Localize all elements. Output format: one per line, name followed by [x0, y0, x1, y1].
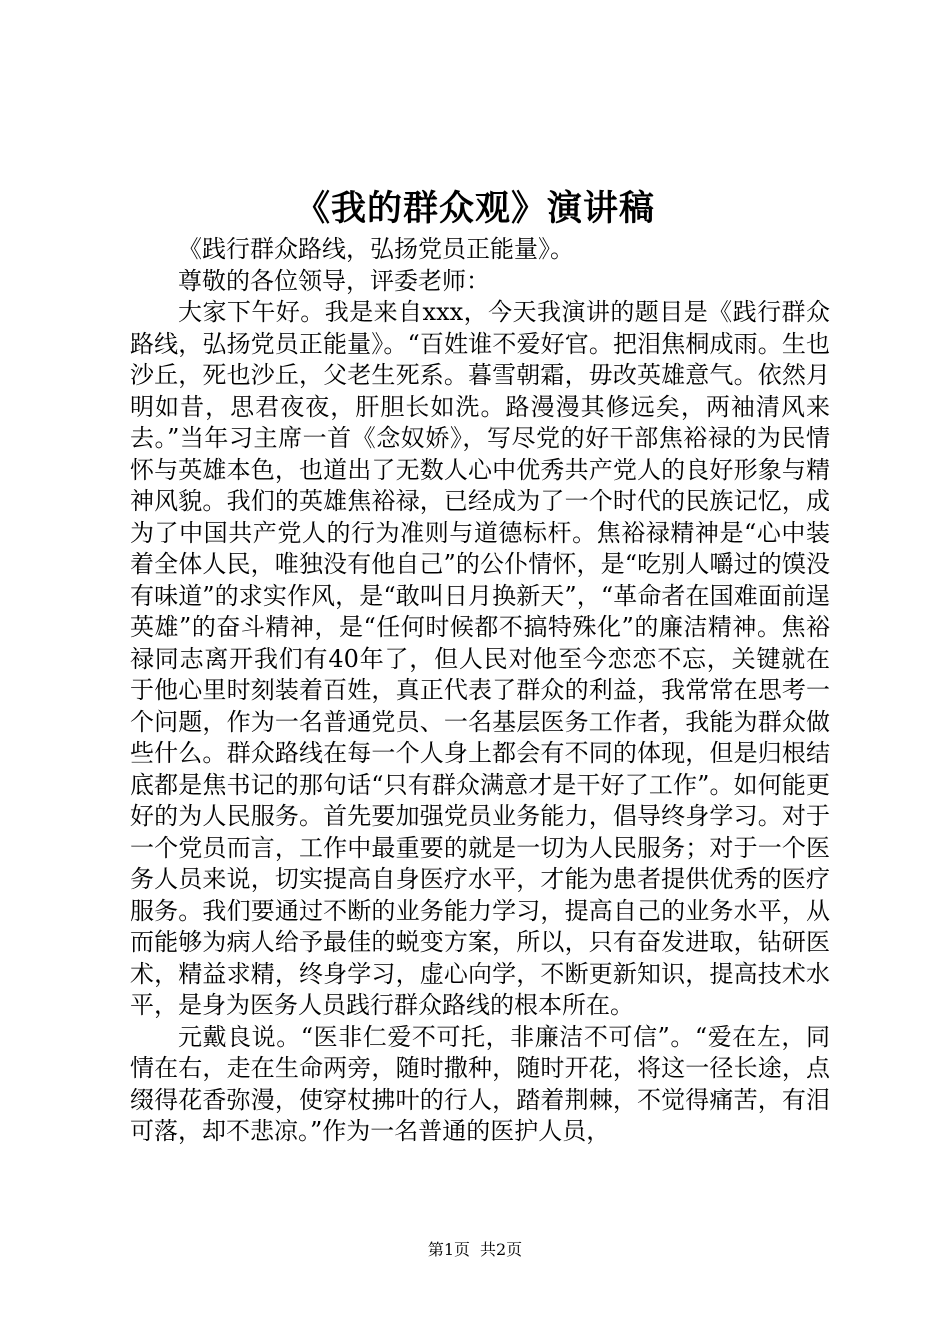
document-title: 《我的群众观》演讲稿 [294, 188, 655, 229]
body-paragraph: 元戴良说。“医非仁爱不可托，非廉洁不可信”。“爱在左，同情在右，走在生命两旁，随时撒种，随时开花，将这一径长途，点缀得花香弥漫，使穿杖拂叶的行人，踏着荆棘，不觉得痛苦，有泪可落，却不悲凉。”作为一名普通的医护人员， [130, 1022, 830, 1145]
body-paragraph: 大家下午好。我是来自xxx，今天我演讲的题目是《践行群众路线，弘扬党员正能量》。“百姓谁不爱好官。把泪焦桐成雨。生也沙丘，死也沙丘，父老生死系。暮雪朝霜，毋改英雄意气。依然月明如昔，思君夜夜，肝胆长如洗。路漫漫其修远矣，两袖清风来去。”当年习主席一首《念奴娇》，写尽党的好干部焦裕禄的为民情怀与英雄本色，也道出了无数人心中优秀共产党人的良好形象与精神风貌。我们的英雄焦裕禄，已经成为了一个时代的民族记忆，成为了中国共产党人的行为准则与道德标杆。焦裕禄精神是“心中装着全体人民，唯独没有他自己”的公仆情怀，是“吃别人嚼过的馍没有味道”的求实作风，是“敢叫日月换新天”，“革命者在国难面前逞英雄”的奋斗精神，是“任何时候都不搞特殊化”的廉洁精神。焦裕禄同志离开我们有40年了，但人民对他至今恋恋不忘，关键就在于他心里时刻装着百姓，真正代表了群众的利益，我常常在思考一个问题，作为一名普通党员、一名基层医务工作者，我能为群众做些什么。群众路线在每一个人身上都会有不同的体现，但是归根结底都是焦书记的那句话“只有群众满意才是干好了工作”。如何能更好的为人民服务。首先要加强党员业务能力，倡导终身学习。对于一个党员而言，工作中最重要的就是一切为人民服务；对于一个医务人员来说，切实提高自身医疗水平，才能为患者提供优秀的医疗服务。我们要通过不断的业务能力学习，提高自己的业务水平，从而能够为病人给予最佳的蜕变方案，所以，只有奋发进取，钻研医术，精益求精，终身学习，虚心向学，不断更新知识，提高技术水平，是身为医务人员践行群众路线的根本所在。 [130, 298, 830, 1019]
subtitle-paragraph: 《践行群众路线，弘扬党员正能量》。 [178, 235, 574, 263]
page-footer [0, 1240, 950, 1260]
page-total: 共2页 [480, 1240, 523, 1259]
document-body [130, 234, 830, 1148]
salutation-paragraph: 尊敬的各位领导，评委老师： [178, 266, 490, 295]
page-number: 第1页 [427, 1240, 470, 1259]
